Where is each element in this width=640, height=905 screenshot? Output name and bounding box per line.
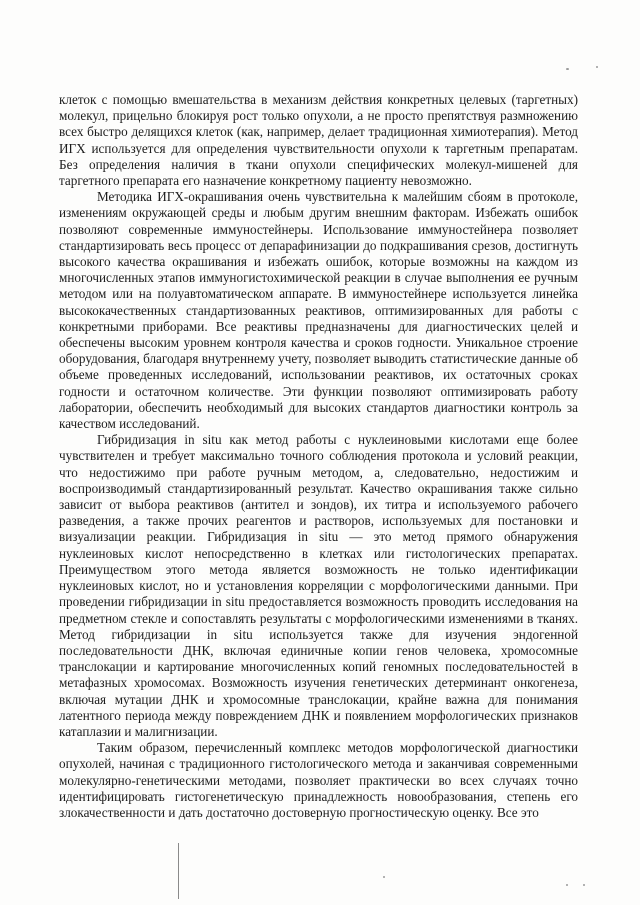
paragraph: Методика ИГХ-окрашивания очень чувствительна к малейшим сбоям в протоколе, изменениям окружающей среды и любым другим внешним факторам. Избежать ошибок позволяют современные иммуностейнеры. Использование иммуностейнера позволяет стандартизировать весь процесс от депарафинизации до подкрашивания срезов, достигнуть высокого качества окрашивания и избежать ошибок, которые возможны на каждом из многочисленных этапов иммуногистохимической реакции в случае выполнения ее ручным методом или на полуавтоматическом аппарате. В иммуностейнере используется линейка высококачественных стандартизованных реактивов, оптимизированных для работы с конкретными приборами. Все реактивы предназначены для диагностических целей и обеспечены высоким уровнем контроля качества и сроков годности. Уникальное строение оборудования, благодаря внутреннему учету, позволяет выводить статистические данные об объеме проведенных исследований, использовании реактивов, их остаточных сроках годности и остаточном количестве. Эти функции позволяют оптимизировать работу лаборатории, обеспечить необходимый для высоких стандартов диагностики контроль за качеством исследований. (59, 189, 578, 432)
scan-speck (583, 884, 585, 886)
scan-speck (383, 876, 385, 878)
body-text (59, 92, 578, 821)
margin-line (178, 843, 179, 899)
scan-speck (566, 68, 569, 70)
scan-speck (566, 884, 568, 886)
paragraph: клеток с помощью вмешательства в механизм действия конкретных целевых (таргетных) молекул, прицельно блокируя рост только опухоли, а не просто препятствуя размножению всех быстро делящихся клеток (как, например, делает традиционная химиотерапия). Метод ИГХ используется для определения чувствительности опухоли к таргетным препаратам. Без определения наличия в ткани опухоли специфических молекул-мишеней для таргетного препарата его назначение конкретному пациенту невозможно. (59, 92, 578, 189)
scan-speck (596, 66, 598, 68)
paragraph: Гибридизация in situ как метод работы с нуклеиновыми кислотами еще более чувствителен и требует максимально точного соблюдения протокола и условий реакции, что недостижимо при работе ручным методом, а, следовательно, недостижим и воспроизводимый стандартизированный результат. Качество окрашивания также сильно зависит от выбора реактивов (антител и зондов), их титра и используемого рабочего разведения, а также прочих реагентов и растворов, используемых для постановки и визуализации реакции. Гибридизация in situ — это метод прямого обнаружения нуклеиновых кислот непосредственно в клетках или гистологических препаратах. Преимуществом этого метода является возможность не только идентификации нуклеиновых кислот, но и установления корреляции с морфологическими данными. При проведении гибридизации in situ предоставляется возможность проводить исследования на предметном стекле и сопоставлять результаты с морфологическими изменениями в тканях. Метод гибридизации in situ используется также для изучения эндогенной последовательности ДНК, включая единичные копии генов человека, хромосомные транслокации и картирование многочисленных копий геномных последовательностей в метафазных хромосомах. Возможность изучения генетических детерминант онкогенеза, включая мутации ДНК и хромосомные транслокации, крайне важна для понимания латентного периода между повреждением ДНК и появлением морфологических признаков катаплазии и малигнизации. (59, 432, 578, 739)
paragraph: Таким образом, перечисленный комплекс методов морфологической диагностики опухолей, начиная с традиционного гистологического метода и заканчивая современными молекулярно-генетическими методами, позволяет практически во всех случаях точно идентифицировать гистогенетическую принадлежность новообразования, степень его злокачественности и дать достаточно достоверную прогностическую оценку. Все это (59, 740, 578, 820)
